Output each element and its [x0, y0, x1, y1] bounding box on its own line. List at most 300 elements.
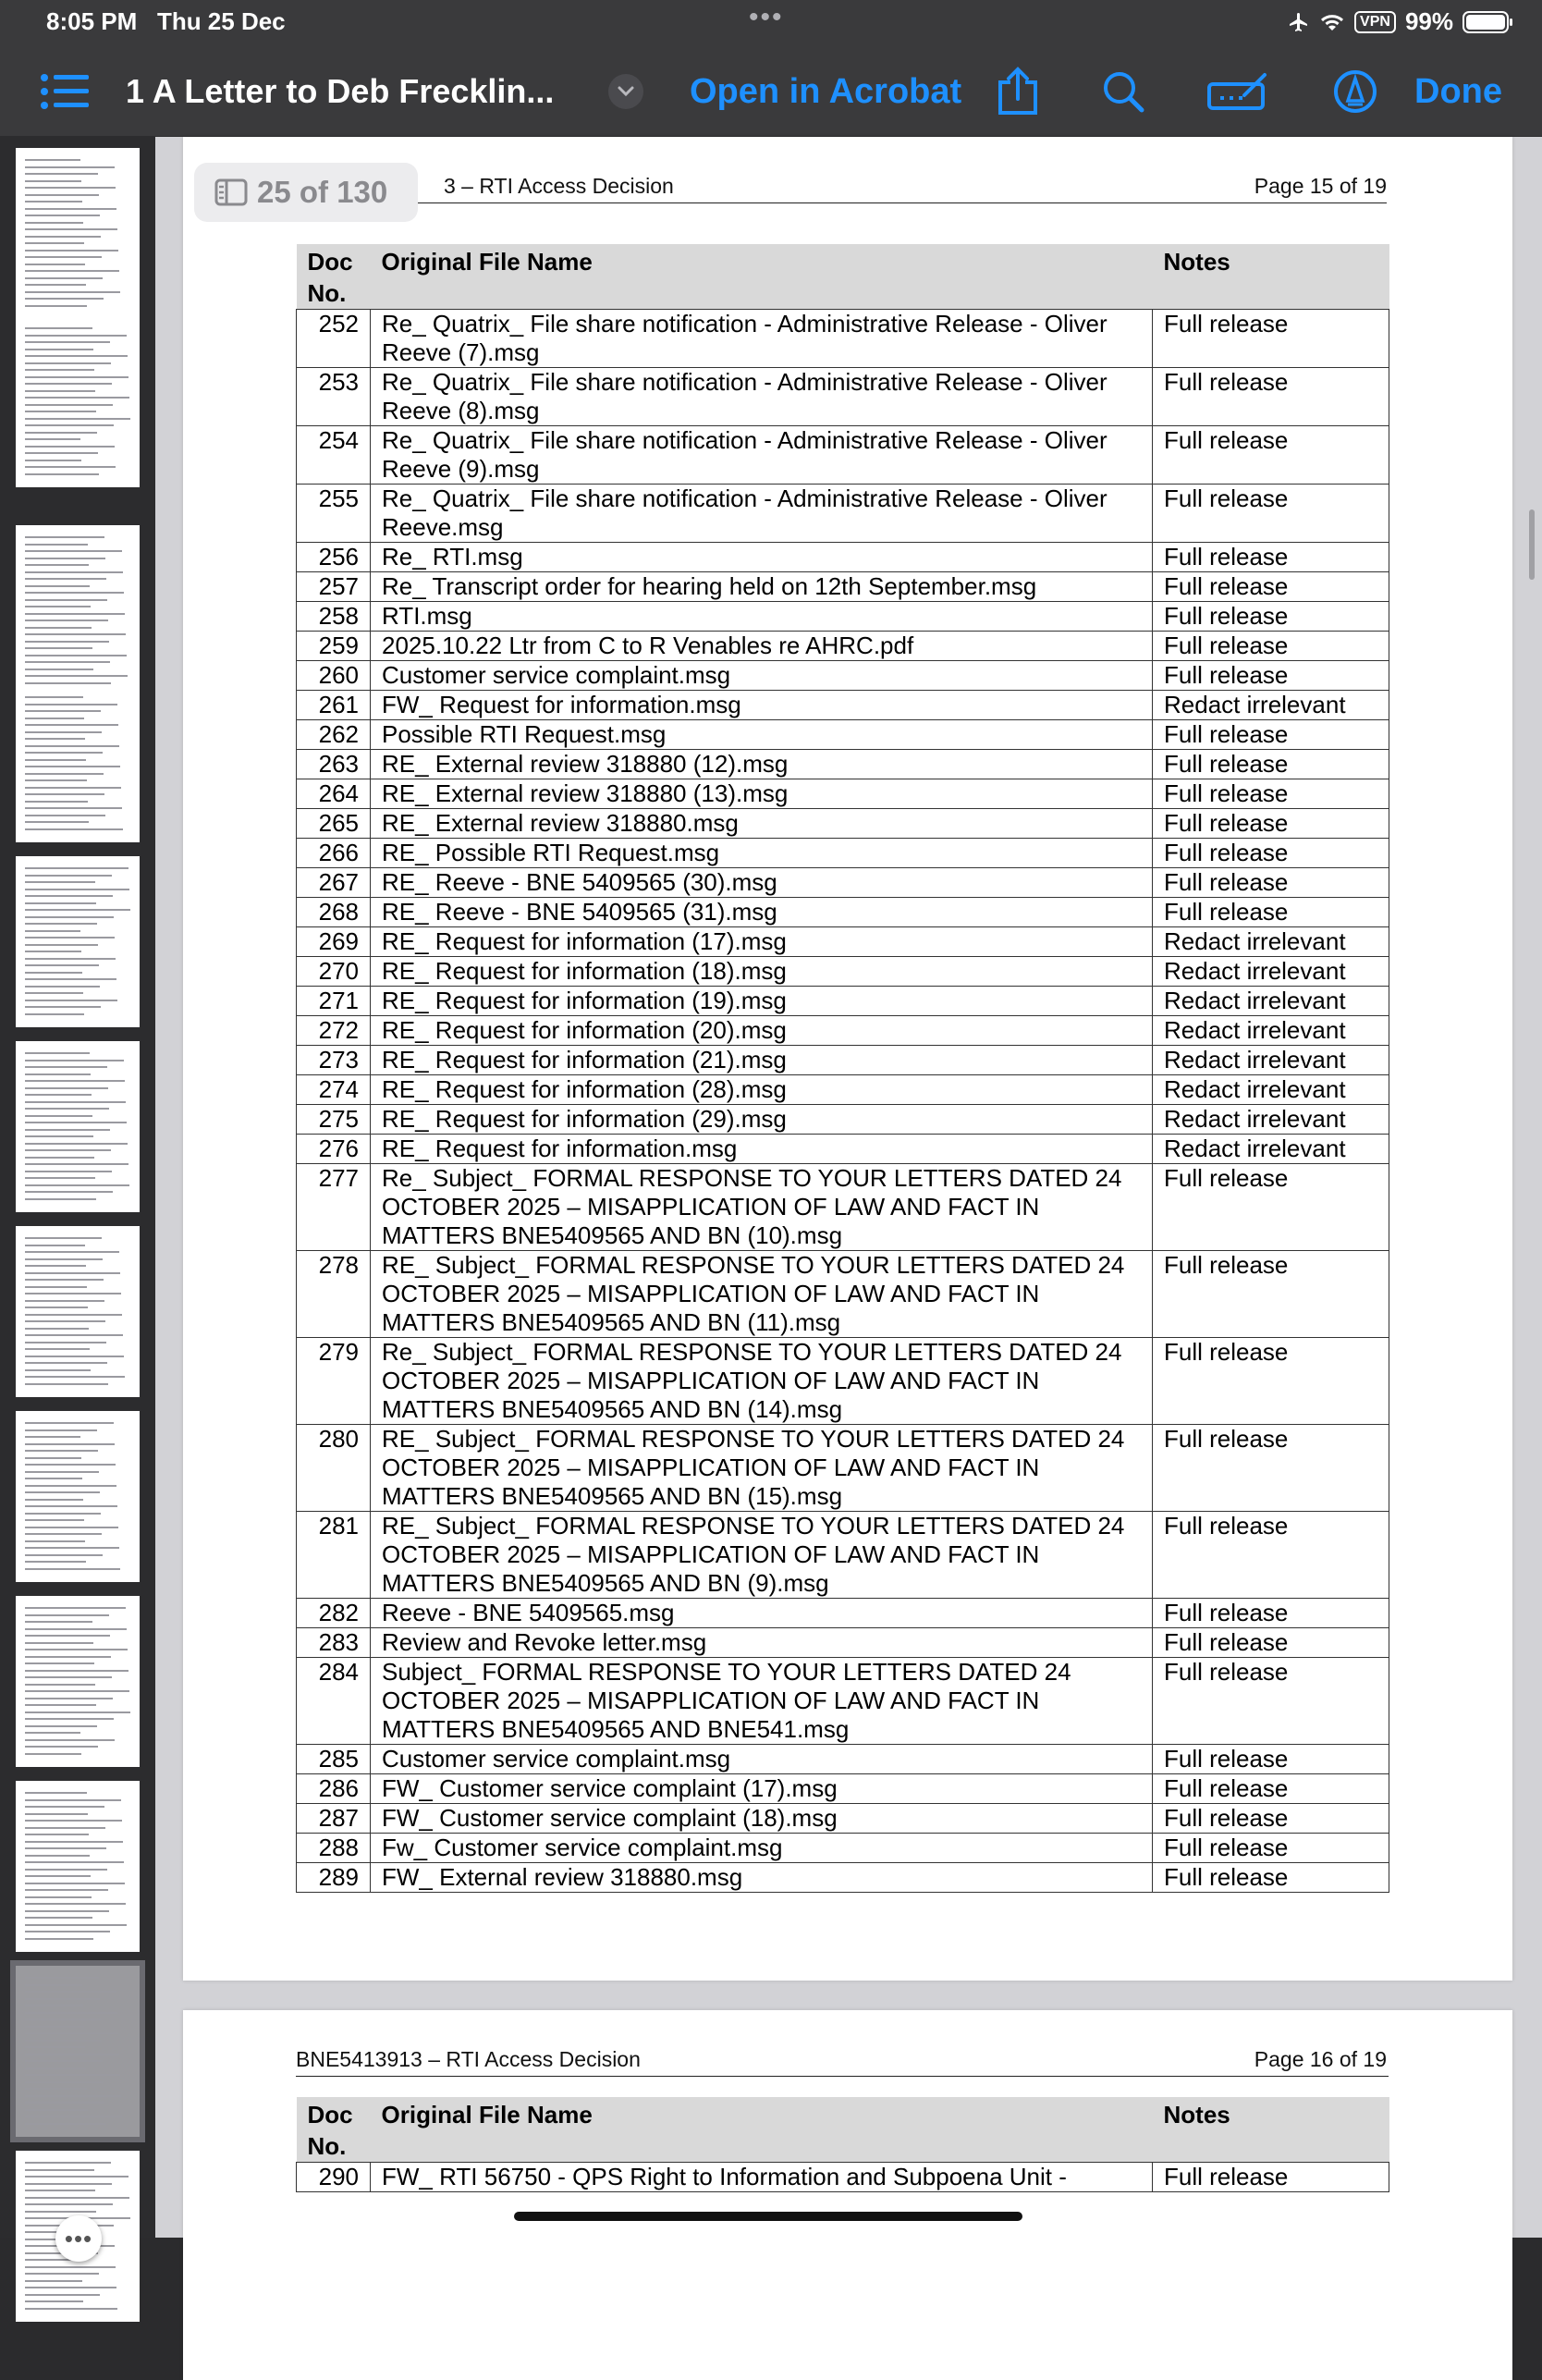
file-name-cell: RE_ External review 318880 (12).msg: [371, 750, 1153, 779]
thumbnail-line: [25, 256, 102, 258]
doc-number-cell: 267: [297, 868, 371, 898]
thumbnail-line: [25, 1725, 97, 1727]
file-table: [296, 2097, 1389, 2192]
table-row: [297, 1628, 1389, 1658]
thumbnail-line: [25, 1499, 83, 1501]
file-name-cell: RE_ Request for information (21).msg: [371, 1046, 1153, 1075]
doc-number-cell: 260: [297, 661, 371, 691]
doc-number-cell: 270: [297, 957, 371, 987]
thumbnail-line: [25, 1739, 115, 1741]
table-row: [297, 661, 1389, 691]
notes-cell: Full release: [1153, 368, 1389, 426]
table-row: [297, 1512, 1389, 1599]
thumbnail-line: [25, 2294, 100, 2296]
file-name-cell: Customer service complaint.msg: [371, 1745, 1153, 1774]
page-thumbnail[interactable]: [16, 1781, 140, 1952]
thumbnail-line: [25, 2183, 112, 2185]
thumbnail-line: [25, 779, 87, 781]
thumbnail-line: [25, 2273, 99, 2275]
notes-cell: Full release: [1153, 898, 1389, 927]
file-name-cell: Re_ Quatrix_ File share notification - Administrative Release - Oliver Reeve (8).msg: [371, 368, 1153, 426]
thumbnail-line: [25, 793, 104, 795]
table-row: [297, 750, 1389, 779]
file-name-cell: RE_ Subject_ FORMAL RESPONSE TO YOUR LETTERS DATED 24 OCTOBER 2025 – MISAPPLICATION OF LAW AND FACT IN MATTERS BNE5409565 AND BN (11).msg: [371, 1251, 1153, 1338]
notes-cell: Redact irrelevant: [1153, 1046, 1389, 1075]
page-thumbnail[interactable]: [16, 856, 140, 1027]
thumbnail-line: [25, 2190, 95, 2191]
search-icon: [1102, 70, 1144, 113]
thumbnail-line: [25, 1690, 129, 1692]
thumbnail-line: [25, 675, 128, 677]
thumbnail-line: [25, 923, 97, 925]
table-row: [297, 543, 1389, 572]
thumbnail-line: [25, 704, 117, 705]
thumbnail-line: [25, 613, 125, 615]
thumbnail-line: [25, 571, 123, 573]
thumbnail-line: [25, 738, 85, 740]
thumbnail-line: [25, 1924, 127, 1926]
file-name-cell: RE_ Subject_ FORMAL RESPONSE TO YOUR LETTERS DATED 24 OCTOBER 2025 – MISAPPLICATION OF LAW AND FACT IN MATTERS BNE5409565 AND BN (9).msg: [371, 1512, 1153, 1599]
thumbnail-line: [25, 745, 119, 747]
more-options-button[interactable]: [55, 2215, 102, 2262]
thumbnail-line: [25, 1746, 98, 1748]
doc-number-cell: 273: [297, 1046, 371, 1075]
doc-number-cell: 272: [297, 1016, 371, 1046]
file-name-cell: Re_ RTI.msg: [371, 543, 1153, 572]
thumbnail-line: [25, 558, 105, 559]
thumbnail-line: [25, 2074, 120, 2076]
thumbnail-line: [25, 2026, 84, 2028]
thumbnail-line: [25, 696, 83, 698]
table-row: [297, 632, 1389, 661]
thumbnail-line: [25, 159, 80, 161]
thumbnail-line: [25, 1265, 86, 1267]
thumbnail-line: [25, 1628, 127, 1630]
thumbnail-line: [25, 1184, 129, 1186]
thumbnail-line: [25, 362, 111, 364]
thumbnail-line: [25, 411, 96, 412]
thumbnail-line: [25, 1157, 94, 1159]
thumbnail-line: [25, 2088, 87, 2090]
thumbnail-line: [25, 173, 98, 175]
notes-cell: Redact irrelevant: [1153, 1075, 1389, 1105]
thumbnail-line: [25, 1806, 104, 1808]
thumbnail-line: [25, 2123, 105, 2125]
notes-cell: Redact irrelevant: [1153, 987, 1389, 1016]
thumbnail-line: [25, 1101, 126, 1103]
thumbnail-line: [25, 180, 81, 182]
thumbnail-line: [25, 807, 122, 809]
thumbnail-line: [25, 1984, 82, 1986]
thumbnail-line: [25, 1191, 113, 1193]
thumbnail-line: [25, 277, 103, 279]
thumbnail-line: [25, 951, 81, 952]
file-name-cell: Re_ Quatrix_ File share notification - Administrative Release - Oliver Reeve.msg: [371, 485, 1153, 543]
notes-cell: Redact irrelevant: [1153, 1016, 1389, 1046]
table-row: [297, 1658, 1389, 1745]
thumbnail-line: [25, 544, 88, 546]
file-name-cell: Customer service complaint.msg: [371, 661, 1153, 691]
table-row: [297, 1425, 1389, 1512]
doc-number-cell: 258: [297, 602, 371, 632]
pdf-page-15: [183, 137, 1512, 1981]
doc-number-cell: 277: [297, 1164, 371, 1251]
thumbnail-line: [25, 424, 114, 426]
table-row: [297, 1135, 1389, 1164]
table-row: [297, 957, 1389, 987]
thumbnail-line: [25, 1491, 100, 1493]
thumbnail-line: [25, 201, 82, 202]
thumbnail-line: [25, 724, 118, 726]
thumbnail-line: [25, 1977, 99, 1979]
thumbnail-line: [25, 815, 105, 816]
notes-cell: Full release: [1153, 1251, 1389, 1338]
thumbnail-line: [25, 1471, 99, 1473]
thumbnail-line: [25, 1485, 116, 1487]
thumbnail-line: [25, 2266, 116, 2268]
thumbnail-line: [25, 228, 117, 230]
thumbnail-line: [25, 1855, 90, 1857]
thumbnail-line: [25, 194, 99, 196]
page-thumbnail[interactable]: [16, 316, 140, 487]
markup-pen-icon: [1333, 69, 1377, 114]
file-name-cell: RE_ Request for information (17).msg: [371, 927, 1153, 957]
thumbnail-line: [25, 1883, 125, 1884]
table-row: [297, 310, 1389, 368]
thumbnail-line: [25, 1753, 81, 1755]
document-title[interactable]: 1 A Letter to Deb Frecklin...: [126, 72, 555, 110]
table-row: [297, 868, 1389, 898]
doc-number-cell: 255: [297, 485, 371, 543]
thumbnail-line: [25, 2162, 111, 2164]
table-row: [297, 1046, 1389, 1075]
notes-cell: Full release: [1153, 1658, 1389, 1745]
table-row: [297, 1745, 1389, 1774]
file-name-cell: RTI.msg: [371, 602, 1153, 632]
thumbnail-line: [25, 1547, 119, 1549]
thumbnail-line: [25, 2018, 101, 2020]
thumbnail-line: [25, 1279, 104, 1281]
doc-number-cell: 264: [297, 779, 371, 809]
thumbnail-line: [25, 284, 86, 286]
thumbnail-line: [25, 446, 115, 448]
thumbnail-line: [25, 166, 115, 168]
thumbnail-line: [25, 1122, 127, 1123]
thumbnail-line: [25, 1272, 120, 1274]
column-header-file-name: Original File Name: [371, 2097, 1153, 2163]
thumbnail-line: [25, 341, 110, 343]
header-rule: [296, 2076, 1389, 2077]
file-table: [296, 244, 1389, 1893]
doc-number-cell: 288: [297, 1834, 371, 1863]
file-name-cell: Re_ Transcript order for hearing held on 12th September.msg: [371, 572, 1153, 602]
notes-cell: Full release: [1153, 572, 1389, 602]
home-indicator[interactable]: [514, 2212, 1022, 2221]
notes-cell: Full release: [1153, 750, 1389, 779]
status-time: 8:05 PM Thu 25 Dec: [46, 7, 286, 35]
thumbnail-line: [25, 460, 81, 461]
thumbnail-line: [25, 964, 99, 966]
thumbnail-line: [25, 1910, 109, 1912]
thumbnail-line: [25, 1348, 90, 1350]
table-row: [297, 809, 1389, 839]
page-thumbnail[interactable]: [16, 1966, 140, 2137]
file-name-cell: FW_ RTI 56750 - QPS Right to Information and Subpoena Unit -: [371, 2163, 1153, 2192]
notes-cell: Full release: [1153, 1599, 1389, 1628]
page-thumbnail[interactable]: [16, 525, 140, 696]
annotate-button[interactable]: [1207, 46, 1268, 137]
doc-number-cell: 253: [297, 368, 371, 426]
thumbnail-line: [25, 1841, 123, 1843]
thumbnail-line: [25, 1505, 117, 1507]
doc-number-cell: 276: [297, 1135, 371, 1164]
thumbnail-line: [25, 349, 93, 350]
sidebar-toggle-icon: [214, 178, 248, 206]
thumbnail-line: [25, 1991, 116, 1993]
thumbnail-line: [25, 1607, 126, 1609]
doc-number-cell: 254: [297, 426, 371, 485]
multitasking-dots-icon[interactable]: •••: [749, 2, 784, 32]
page-thumbnail[interactable]: [16, 148, 140, 319]
share-icon: [997, 67, 1039, 116]
thumbnail-line: [25, 1478, 82, 1479]
column-header-notes: Notes: [1153, 2097, 1389, 2163]
thumbnail-line: [25, 404, 113, 406]
column-header-doc-no: Doc No.: [297, 2097, 371, 2163]
thumbnail-line: [25, 270, 119, 272]
page-thumbnail[interactable]: [16, 1411, 140, 1582]
thumbnail-line: [25, 1066, 107, 1068]
thumbnail-line: [25, 641, 109, 643]
notes-cell: Redact irrelevant: [1153, 1135, 1389, 1164]
done-button[interactable]: Done: [1414, 71, 1502, 111]
notes-cell: Full release: [1153, 426, 1389, 485]
list-icon: [41, 73, 89, 110]
thumbnail-line: [25, 1436, 80, 1438]
table-row: [297, 1016, 1389, 1046]
thumbnail-line: [25, 369, 94, 371]
table-row: [297, 691, 1389, 720]
thumbnail-line: [25, 2203, 113, 2205]
thumbnail-line: [25, 432, 97, 434]
table-row: [297, 1338, 1389, 1425]
thumbnail-line: [25, 1861, 124, 1863]
thumbnail-line: [25, 187, 116, 189]
thumbnail-line: [25, 383, 112, 385]
thumbnail-line: [25, 390, 95, 392]
page-thumbnail[interactable]: [16, 671, 140, 842]
notes-cell: Full release: [1153, 779, 1389, 809]
thumbnail-line: [25, 1896, 92, 1898]
thumbnail-line: [25, 1903, 126, 1905]
file-name-cell: FW_ Customer service complaint (18).msg: [371, 1804, 1153, 1834]
thumbnail-line: [25, 2054, 119, 2055]
thumbnail-line: [25, 466, 116, 468]
thumbnail-line: [25, 1251, 119, 1253]
notes-cell: Full release: [1153, 1834, 1389, 1863]
thumbnail-line: [25, 564, 89, 566]
doc-number-cell: 282: [297, 1599, 371, 1628]
scroll-indicator[interactable]: [1529, 509, 1535, 580]
doc-number-cell: 261: [297, 691, 371, 720]
thumbnail-line: [25, 1711, 130, 1713]
doc-number-cell: 259: [297, 632, 371, 661]
thumbnail-line: [25, 291, 120, 293]
table-row: [297, 1804, 1389, 1834]
page-thumbnail[interactable]: [16, 1226, 140, 1397]
notes-cell: Redact irrelevant: [1153, 691, 1389, 720]
thumbnail-line: [25, 1237, 102, 1239]
doc-number-cell: 280: [297, 1425, 371, 1512]
thumbnail-line: [25, 986, 100, 988]
table-row: [297, 1105, 1389, 1135]
page-number-label: Page 16 of 19: [1254, 2047, 1387, 2071]
thumbnail-line: [25, 1614, 109, 1616]
thumbnail-line: [25, 1369, 91, 1371]
thumbnail-line: [25, 875, 112, 877]
thumbnail-line: [25, 1320, 105, 1322]
thumbnail-line: [25, 1568, 120, 1570]
thumbnail-line: [25, 1889, 108, 1891]
thumbnail-line: [25, 2032, 118, 2034]
file-name-cell: Re_ Quatrix_ File share notification - Administrative Release - Oliver Reeve (7).msg: [371, 310, 1153, 368]
page-header-title: 3 – RTI Access Decision: [444, 174, 674, 198]
thumbnail-line: [25, 787, 121, 789]
thumbnail-line: [25, 1198, 96, 1200]
thumbnail-line: [25, 655, 127, 656]
thumbnail-list-button[interactable]: [41, 46, 89, 137]
thumbnail-line: [25, 682, 111, 684]
thumbnail-line: [25, 585, 90, 587]
thumbnail-line: [25, 620, 108, 621]
doc-number-cell: 289: [297, 1863, 371, 1893]
document-view[interactable]: [155, 137, 1542, 2238]
page-thumbnail[interactable]: [16, 1041, 140, 1212]
thumbnail-line: [25, 2012, 117, 2014]
thumbnail-line: [25, 1561, 86, 1563]
file-name-cell: Re_ Subject_ FORMAL RESPONSE TO YOUR LETTERS DATED 24 OCTOBER 2025 – MISAPPLICATION OF LAW AND FACT IN MATTERS BNE5409565 AND BN (10).msg: [371, 1164, 1153, 1251]
search-button[interactable]: [1102, 46, 1144, 137]
table-row: [297, 602, 1389, 632]
thumbnail-line: [25, 1429, 97, 1431]
thumbnail-line: [25, 578, 106, 580]
open-in-acrobat-button[interactable]: Open in Acrobat: [690, 71, 962, 111]
file-name-cell: RE_ Subject_ FORMAL RESPONSE TO YOUR LETTERS DATED 24 OCTOBER 2025 – MISAPPLICATION OF LAW AND FACT IN MATTERS BNE5409565 AND BN (15).msg: [371, 1425, 1153, 1512]
thumbnail-line: [25, 1006, 101, 1008]
thumbnail-line: [25, 1000, 117, 1001]
thumbnail-line: [25, 1450, 98, 1452]
thumbnail-line: [25, 1732, 80, 1734]
more-icon: •••: [64, 2224, 93, 2252]
thumbnail-line: [25, 889, 129, 890]
markup-button[interactable]: [1333, 46, 1377, 137]
thumbnail-line: [25, 2300, 83, 2302]
file-name-cell: RE_ Request for information (20).msg: [371, 1016, 1153, 1046]
notes-cell: Full release: [1153, 1512, 1389, 1599]
column-header-doc-no: Doc No.: [297, 244, 371, 310]
thumbnail-line: [25, 909, 130, 911]
file-name-cell: RE_ Reeve - BNE 5409565 (31).msg: [371, 898, 1153, 927]
thumbnail-line: [25, 958, 116, 960]
thumbnail-line: [25, 895, 113, 897]
page-counter[interactable]: [194, 163, 418, 222]
table-row: [297, 485, 1389, 543]
thumbnail-line: [25, 2067, 86, 2069]
notes-cell: Full release: [1153, 1628, 1389, 1658]
thumbnail-line: [25, 222, 83, 224]
notes-cell: Full release: [1153, 809, 1389, 839]
thumbnail-sidebar[interactable]: [0, 137, 155, 2252]
thumbnail-line: [25, 1334, 123, 1336]
thumbnail-line: [25, 1443, 115, 1445]
thumbnail-line: [25, 1718, 114, 1720]
battery-percent: 99%: [1404, 7, 1453, 35]
thumbnail-line: [25, 2211, 96, 2213]
thumbnail-line: [25, 1656, 111, 1658]
thumbnail-line: [25, 1383, 108, 1385]
thumbnail-line: [25, 2287, 116, 2288]
header-rule: [287, 202, 1387, 203]
file-name-cell: Re_ Quatrix_ File share notification - Administrative Release - Oliver Reeve (9).msg: [371, 426, 1153, 485]
thumbnail-line: [25, 1171, 112, 1172]
column-header-notes: Notes: [1153, 244, 1389, 310]
thumbnail-line: [25, 452, 98, 454]
thumbnail-line: [25, 669, 93, 670]
doc-number-cell: 257: [297, 572, 371, 602]
thumbnail-line: [25, 1875, 91, 1877]
thumbnail-line: [25, 1422, 114, 1424]
thumbnail-line: [25, 1704, 96, 1706]
thumbnail-line: [25, 2081, 104, 2083]
thumbnail-line: [25, 1621, 92, 1623]
thumbnail-line: [25, 2046, 85, 2048]
doc-number-cell: 268: [297, 898, 371, 927]
thumbnail-line: [25, 1554, 103, 1556]
thumbnail-line: [25, 1143, 128, 1145]
title-menu-button[interactable]: [608, 46, 643, 137]
thumbnail-line: [25, 773, 104, 775]
thumbnail-line: [25, 1519, 84, 1521]
doc-number-cell: 262: [297, 720, 371, 750]
file-name-cell: FW_ External review 318880.msg: [371, 1863, 1153, 1893]
notes-cell: Full release: [1153, 1425, 1389, 1512]
thumbnail-line: [25, 661, 110, 663]
thumbnail-line: [25, 1052, 90, 1054]
thumbnail-line: [25, 215, 100, 216]
thumbnail-line: [25, 937, 115, 939]
notes-cell: Full release: [1153, 310, 1389, 368]
page-number-label: Page 15 of 19: [1254, 174, 1387, 198]
doc-number-cell: 287: [297, 1804, 371, 1834]
table-row: [297, 1834, 1389, 1863]
thumbnail-line: [25, 1300, 104, 1302]
share-button[interactable]: [997, 46, 1039, 137]
thumbnail-line: [25, 2169, 94, 2171]
table-row: [297, 1164, 1389, 1251]
thumbnail-line: [25, 1684, 95, 1686]
table-row: [297, 927, 1389, 957]
table-row: [297, 572, 1389, 602]
file-name-cell: FW_ Request for information.msg: [371, 691, 1153, 720]
notes-cell: Redact irrelevant: [1153, 1105, 1389, 1135]
table-row: [297, 1863, 1389, 1893]
doc-number-cell: 283: [297, 1628, 371, 1658]
thumbnail-line: [25, 1087, 108, 1089]
thumbnail-line: [25, 1328, 89, 1330]
thumbnail-line: [25, 298, 104, 300]
page-thumbnail[interactable]: [16, 1596, 140, 1767]
table-row: [297, 987, 1389, 1016]
